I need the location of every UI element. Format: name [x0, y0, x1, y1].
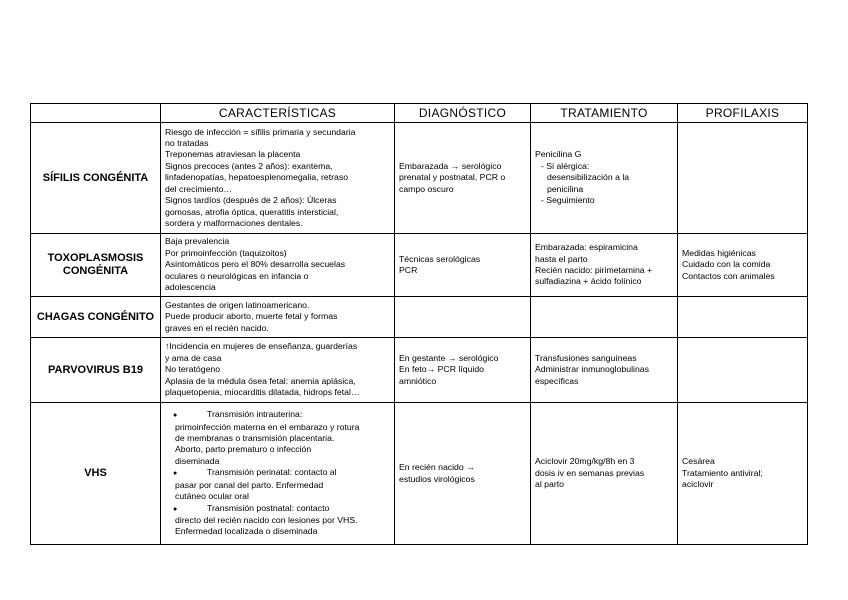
text-line: pasar por canal del parto. Enfermedad: [175, 479, 324, 490]
text-line: Medidas higiénicas: [682, 247, 756, 258]
table-row: [31, 234, 808, 297]
text-line: Aplasia de la médula ósea fetal: anemia aplásica,: [165, 375, 356, 386]
cell-diagnostico: [395, 123, 531, 234]
text-line: Cesárea: [682, 456, 715, 467]
text-line: Recién nacido: pirimetamina +: [535, 265, 653, 275]
table-row: [31, 403, 808, 545]
row-title-parvovirus: PARVOVIRUS B19: [31, 338, 161, 403]
cell-caracteristicas: [161, 297, 395, 338]
text-line: prenatal y postnatal, PCR o: [399, 172, 506, 183]
text-line: Por primoinfección (taquizoitos): [165, 247, 287, 258]
text-line: primoinfección materna en el embarazo y rotura: [175, 421, 360, 432]
bullet-item: ● Transmisión perinatal: contacto al: [165, 467, 390, 479]
text-line: hasta el parto: [535, 253, 588, 264]
text-line: Aciclovir 20mg/kg/8h en 3: [535, 456, 635, 467]
cell-profilaxis: [678, 338, 808, 403]
cell-tratamiento: [531, 403, 678, 545]
text-line: directo del recién nacido con lesiones por VHS.: [175, 514, 358, 525]
cell-tratamiento: [531, 234, 678, 297]
cell-caracteristicas: [161, 123, 395, 234]
text-line: sordera y malformaciones dentales.: [165, 217, 303, 228]
cell-diagnostico: [395, 297, 531, 338]
text-line: Transfusiones sanguíneas: [535, 352, 637, 363]
text-line: plaquetopenia, miocarditis dilatada, hidrops fetal…: [165, 387, 360, 398]
row-title-toxoplasmosis: TOXOPLASMOSIS CONGÉNITA: [31, 234, 161, 297]
text-line: amniótico: [399, 375, 437, 386]
text-line: En feto→ PCR líquido: [399, 364, 484, 375]
cell-profilaxis: [678, 234, 808, 297]
row-title-vhs: VHS: [31, 403, 161, 545]
bullet-item: ● Transmisión intrauterina:: [165, 409, 390, 421]
text-line: de membranas o transmisión placentaria.: [175, 433, 335, 444]
cell-profilaxis: [678, 123, 808, 234]
text-line: al parto: [535, 479, 564, 490]
cell-tratamiento: [531, 123, 678, 234]
text-line: En gestante → serológico: [399, 352, 499, 363]
cell-profilaxis: [678, 403, 808, 545]
cell-tratamiento: [531, 297, 678, 338]
text-line: específicas: [535, 375, 579, 386]
header-row: [31, 104, 808, 123]
text-line: - Si alérgica:: [541, 160, 590, 171]
header-tratamiento: TRATAMIENTO: [531, 104, 678, 123]
text-line: linfadenopatías, hepatoesplenomegalia, retraso: [165, 172, 349, 183]
header-caracteristicas: CARACTERÍSTICAS: [161, 104, 395, 123]
text-line: del crecimiento…: [165, 183, 233, 194]
text-line: Contactos con animales: [682, 270, 775, 281]
row-title-sifilis: SÍFILIS CONGÉNITA: [31, 123, 161, 234]
text-line: Riesgo de infección = sífilis primaria y secundaria: [165, 126, 356, 137]
comparison-table: [30, 103, 808, 545]
text-line: Cuidado con la comida: [682, 259, 771, 270]
cell-caracteristicas: [161, 403, 395, 545]
text-line: no tratadas: [165, 138, 209, 149]
cell-diagnostico: [395, 234, 531, 297]
text-line: Treponemas atraviesan la placenta: [165, 149, 301, 160]
text-line: Enfermedad localizada o diseminada: [175, 526, 318, 537]
text-line: Tratamiento antiviral;: [682, 467, 763, 478]
text-line: Puede producir aborto, muerte fetal y formas: [165, 311, 338, 322]
text-line: desensibilización a la: [547, 172, 630, 183]
text-line: adolescencia: [165, 282, 216, 293]
text-line: penicilina: [547, 183, 584, 194]
table-row: [31, 338, 808, 403]
cell-caracteristicas: [161, 338, 395, 403]
text-line: Penicilina G: [535, 149, 582, 160]
text-line: Signos tardíos (después de 2 años): Úlceras: [165, 195, 337, 206]
header-diagnostico: DIAGNÓSTICO: [395, 104, 531, 123]
header-empty: [31, 104, 161, 123]
text-line: oculares o neurológicas en infancia o: [165, 270, 309, 281]
text-line: diseminada: [175, 455, 220, 466]
text-line: - Seguimiento: [541, 195, 595, 206]
table-row: [31, 297, 808, 338]
text-line: y ama de casa: [165, 352, 222, 363]
text-line: No teratógeno: [165, 364, 221, 375]
text-line: Asintomáticos pero el 80% desarrolla secuelas: [165, 259, 346, 270]
text-line: graves en el recién nacido.: [165, 322, 269, 333]
header-profilaxis: PROFILAXIS: [678, 104, 808, 123]
text-line: Gestantes de origen latinoamericano.: [165, 299, 310, 310]
text-line: dosis iv en semanas previas: [535, 467, 645, 478]
cell-profilaxis: [678, 297, 808, 338]
cell-diagnostico: [395, 403, 531, 545]
text-line: Técnicas serológicas: [399, 253, 481, 264]
text-line: Baja prevalencia: [165, 236, 230, 247]
text-line: En recién nacido →: [399, 462, 475, 473]
text-line: aciclovir: [682, 479, 714, 490]
bullet-item: ● Transmisión postnatal: contacto: [165, 503, 390, 515]
text-line: estudios virológicos: [399, 473, 475, 484]
table-row: [31, 123, 808, 234]
text-line: sulfadiazina + ácido folínico: [535, 276, 642, 287]
cell-diagnostico: [395, 338, 531, 403]
text-line: Embarazada → serológico: [399, 160, 502, 171]
text-line: PCR: [399, 265, 418, 275]
text-line: Aborto, parto prematuro o infección: [175, 444, 312, 455]
text-line: gomosas, atrofia óptica, queratitis intersticial,: [165, 206, 339, 217]
text-line: Administrar inmunoglobulinas: [535, 364, 649, 375]
row-title-chagas: CHAGAS CONGÉNITO: [31, 297, 161, 338]
text-line: campo oscuro: [399, 183, 454, 194]
text-line: cutáneo ocular oral: [175, 491, 249, 502]
text-line: ↑Incidencia en mujeres de enseñanza, guarderías: [165, 341, 358, 352]
text-line: Embarazada: espiramicina: [535, 242, 638, 253]
text-line: Signos precoces (antes 2 años): exantema,: [165, 160, 333, 171]
cell-tratamiento: [531, 338, 678, 403]
cell-caracteristicas: [161, 234, 395, 297]
